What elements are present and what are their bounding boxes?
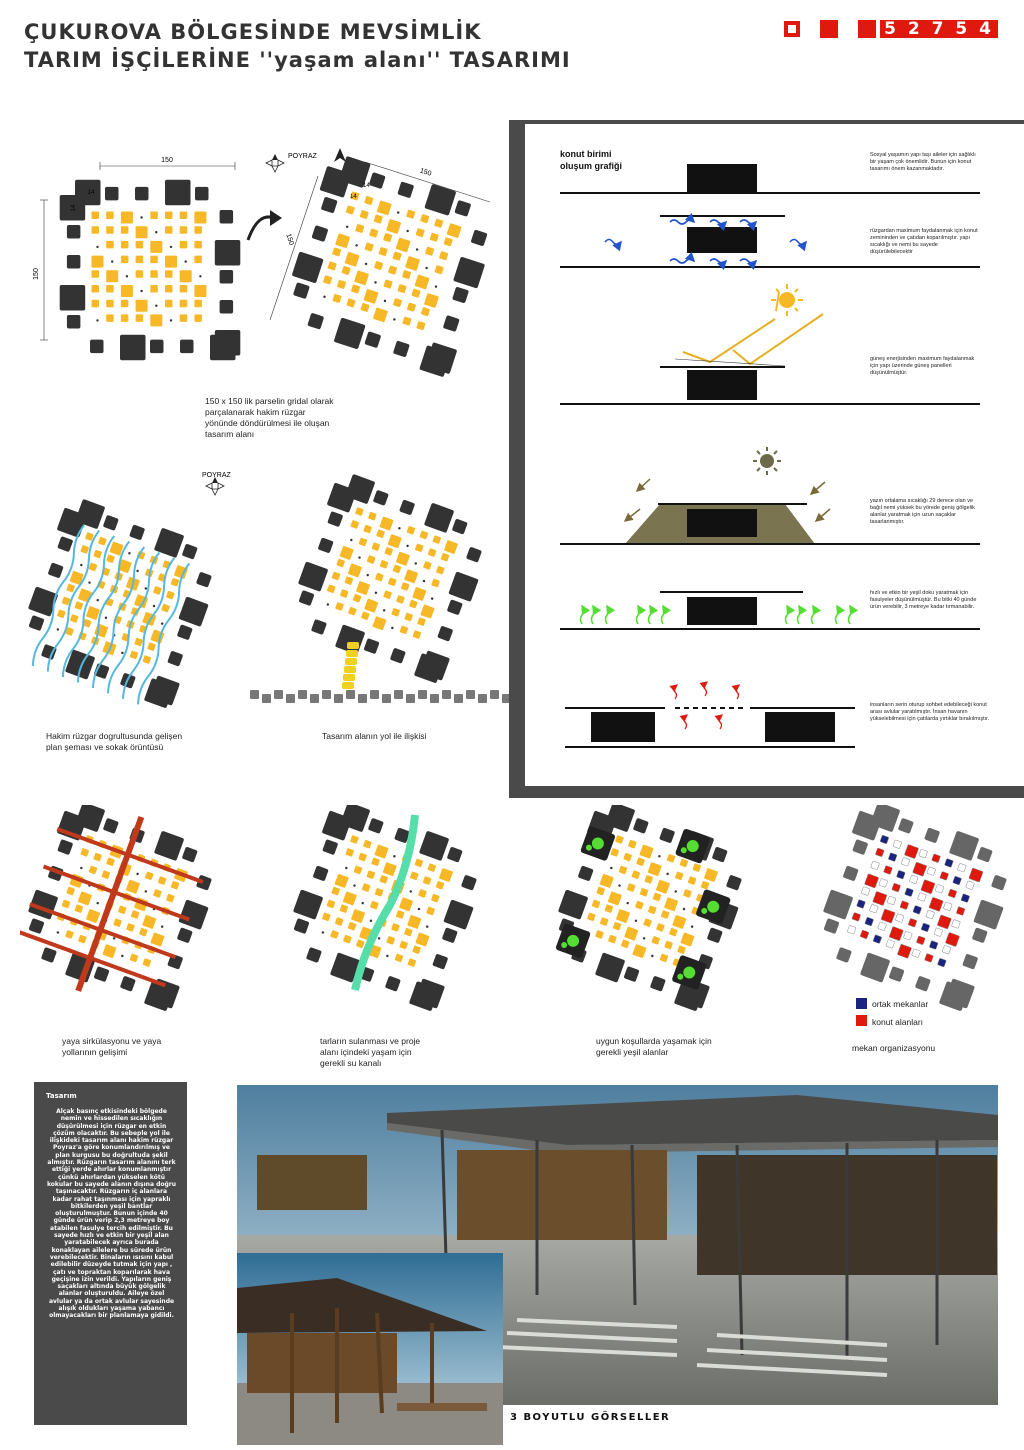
road-relation-caption: Tasarım alanın yol ile ilişkisi bbox=[322, 731, 427, 741]
pedestrian-caption: yaya sirkülasyonu ve yaya yollarının gelişimi bbox=[62, 1036, 162, 1057]
house-block bbox=[687, 227, 757, 253]
project-code-badge bbox=[784, 20, 998, 38]
wind-label-2: POYRAZ bbox=[202, 472, 231, 479]
design-description bbox=[34, 1082, 187, 1425]
rotate-arrow-icon bbox=[270, 210, 282, 226]
konut-note-5: hızlı ve etkin bir yeşil doku yaratmak için fasulyeler düşünülmüştür. Bu bitki 40 günde ürün verebilir, 3 metreye kadar tırmanabilir. bbox=[870, 590, 977, 610]
wind-compass-icon bbox=[206, 477, 224, 495]
pedestrian-diagram bbox=[20, 805, 230, 1023]
legend-housing-label: konut alanları bbox=[872, 1017, 924, 1027]
square-site-plan bbox=[60, 180, 241, 361]
canal-caption: tarların sulanması ve proje alanı içindeki yaşam için gerekli su kanalı bbox=[320, 1036, 421, 1068]
logo-square-icon bbox=[820, 20, 838, 38]
logo-outline-square-icon bbox=[784, 21, 800, 37]
rotated-dim-width: 150 bbox=[418, 167, 433, 178]
konut-note-4: yazın ortalama sıcaklığı 29 derece olan ve bağıl nemi yüksek bu yörede geniş gölgelik alanlar yaratmak için uzun saçaklar tasarlanmıştır. bbox=[870, 498, 975, 525]
green-areas-diagram bbox=[542, 805, 758, 1013]
page-title bbox=[24, 18, 571, 74]
hot-air-arrows-icon bbox=[674, 682, 739, 729]
title-line-2: TARIM İŞÇİLERİNE ''yaşam alanı'' TASARIMI bbox=[24, 48, 571, 72]
dim-module-b: 14 bbox=[71, 204, 77, 212]
render-secondary bbox=[237, 1253, 503, 1445]
legend-shared-label: ortak mekanlar bbox=[872, 999, 929, 1009]
wind-street-caption: Hakim rüzgar dogrultusunda gelişen plan şeması ve sokak örüntüsü bbox=[46, 731, 183, 752]
dim-module-a: 14 bbox=[87, 190, 95, 196]
konut-note-6: insanların serin oturup sohbet edebileceği konut arası avlular yaratılmıştır. İnsan havanın yükselebilmesi için çatılarda yırtıklar bırakılmıştır. bbox=[870, 702, 990, 722]
dim-height: 150 bbox=[33, 268, 40, 280]
rotated-site-plan bbox=[276, 151, 504, 379]
wind-compass-icon bbox=[266, 154, 284, 172]
house-block bbox=[687, 370, 757, 400]
konut-diagrams bbox=[525, 124, 1024, 786]
row1-diagrams bbox=[20, 462, 510, 722]
logo-square-icon bbox=[858, 20, 876, 38]
house-block bbox=[765, 712, 835, 742]
konut-note-1: Sosyal yaşamın yapı taşı aileler için sağlıklı bir yaşam çok önemlidir. Bunun için konut tasarımı önem kazanmaktadır. bbox=[870, 152, 976, 172]
rotated-dim-height: 150 bbox=[284, 232, 295, 247]
rotated-dim-b: 14 bbox=[350, 194, 357, 200]
rotated-dim-a: 14 bbox=[363, 183, 370, 189]
konut-note-3: güneş enerjisinden maximum faydalanmak için yapı üzerinde güneş panelleri düşünülmüştür. bbox=[870, 356, 975, 376]
space-organization-diagram bbox=[807, 805, 1020, 1013]
description-body: Alçak basınç etkisindeki bölgede nemin ve hissedilen sıcaklığın düşürülmesi için rüzgar en etkin çözüm olacaktır. Bu sebeple yol ile ilişkideki tasarım alanı hakim rüzgar Poyraz'a göre konumlandırılmış ve plan kurgusu bu doğrultuda şekil almıştır. Rüzgarın tasarım alanını terk ettiği yerde ahırlar konumlanmıştır çünkü ahırlardan yükselen kötü kokular bu sayede alanın dışına doğru taşınacaktır. Rüzgarın iç alanlara kadar rahat taşınması için yapraklı bitkilerden yeşil bantlar oluşturulmuştur. Bunun içinde 40 günde ürün verip 2,3 metreye boy atabilen fasulye tercih edilmiştir. Bu sayede hızlı ve etkin bir yeşil alan yaratabilecek ayrıca burada konaklayan ailelere bu sürede ürün verebilecektir. Binaların ısısını kabul edilebilir düzeyde tutmak için yapı , çatı ve topraktan koparılarak hava geçişine izin verildi. Yapıların geniş saçakları altında büyük gölgelik alanlar oluşturuldu. Aileye özel avlular ya da ortak avlular sayesinde alışık oldukları yaşama yabancı olmayacakları bir planlamaya gidildi. bbox=[46, 1108, 177, 1320]
house-block bbox=[687, 164, 757, 192]
space-caption: mekan organizasyonu bbox=[852, 1043, 936, 1053]
house-block bbox=[687, 597, 757, 625]
title-line-1: ÇUKUROVA BÖLGESİNDE MEVSİMLİK bbox=[24, 20, 482, 44]
renders-heading: 3 BOYUTLU GÖRSELLER bbox=[510, 1412, 671, 1423]
dim-width: 150 bbox=[161, 157, 173, 164]
wind-street-diagram bbox=[20, 494, 228, 715]
konut-note-2: rüzgardan maximum faydalanmak için konut zemininden ve çatıdan koparılmıştır. yapı sıcaklığı ve nemi bu sayede düşürülebilecektir bbox=[870, 228, 978, 255]
house-block bbox=[687, 509, 757, 537]
canal-diagram bbox=[277, 805, 493, 1013]
description-heading: Tasarım bbox=[46, 1092, 77, 1100]
house-block bbox=[591, 712, 655, 742]
konut-heading-line1: konut birimi bbox=[560, 149, 612, 159]
konut-heading-line2: oluşum grafiği bbox=[560, 161, 623, 171]
road-relation-diagram bbox=[250, 469, 510, 703]
sun-icon bbox=[771, 284, 803, 316]
green-caption: uygun koşullarda yaşamak için gerekli yeşil alanlar bbox=[596, 1036, 712, 1057]
wind-label: POYRAZ bbox=[288, 153, 317, 160]
row2-diagrams bbox=[20, 805, 1020, 1035]
sun-icon bbox=[753, 447, 781, 475]
site-plan-caption: 150 x 150 lik parselin gridal olarak parçalanarak hakim rüzgar yönünde döndürülmesi ile oluşan tasarım alanı bbox=[205, 396, 334, 439]
legend-housing-swatch bbox=[856, 1015, 867, 1026]
legend-shared-swatch bbox=[856, 998, 867, 1009]
project-code: 5 2 7 5 4 bbox=[880, 20, 998, 38]
north-arrow-icon bbox=[334, 148, 346, 162]
site-plan-diagrams bbox=[20, 140, 510, 400]
